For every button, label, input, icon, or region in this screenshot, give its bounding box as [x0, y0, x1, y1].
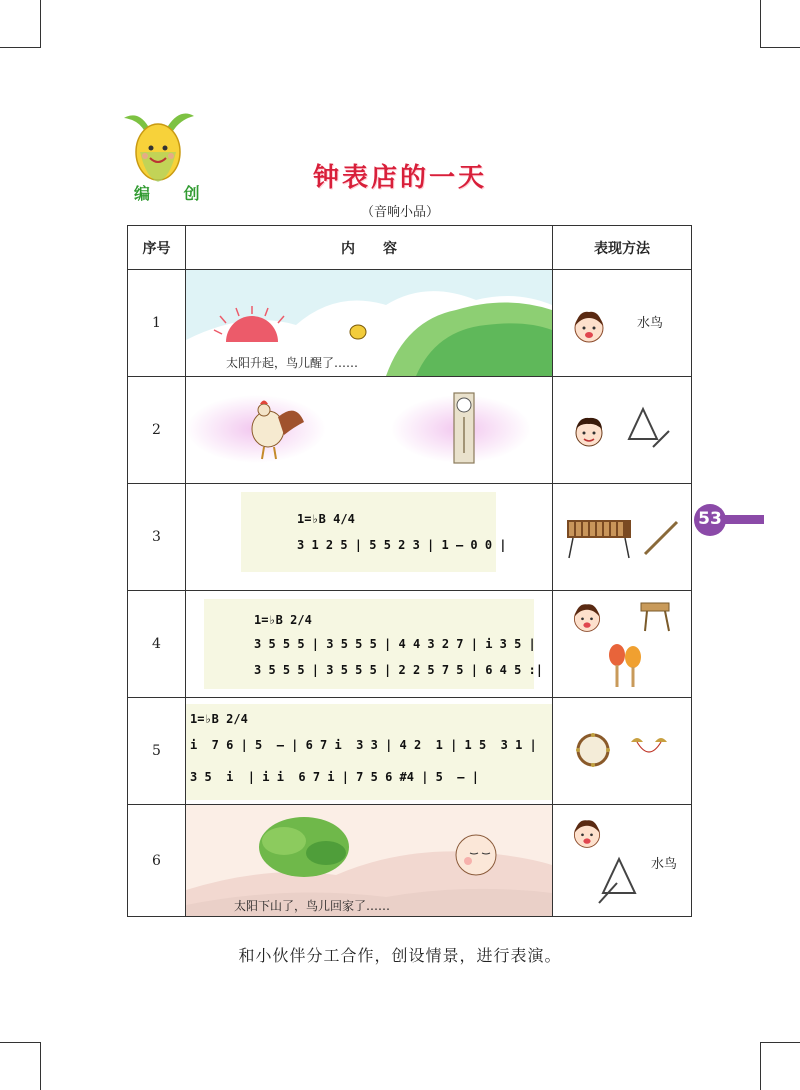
page-title: 钟表店的一天 — [312, 163, 487, 193]
row-content — [186, 484, 553, 591]
crop-mark — [760, 1042, 800, 1043]
footer-instruction: 和小伙伴分工合作，创设情景，进行表演。 — [238, 946, 562, 965]
row-method — [553, 805, 692, 917]
table-row — [128, 698, 692, 805]
finger-cymbals-icon — [627, 728, 671, 764]
method-text: 水鸟 — [637, 316, 664, 331]
crop-mark — [40, 1042, 41, 1090]
table-row — [128, 377, 692, 484]
flute-icon — [641, 518, 681, 558]
row-content — [186, 591, 553, 698]
section-label: 编 创 — [134, 184, 214, 203]
row-content — [186, 698, 553, 805]
score-line: 3 5 5 5 | 3 5 5 5 | 4 4 3 2 7 | i 3 5 | — [254, 637, 536, 651]
crop-mark — [0, 1042, 40, 1043]
row-content — [186, 377, 553, 484]
crop-mark — [760, 47, 800, 48]
girl-face-icon — [569, 306, 609, 346]
maracas-icon — [605, 641, 645, 691]
score-key: 1=♭B 2/4 — [190, 712, 248, 726]
row-caption: 太阳下山了，鸟儿回家了…… — [234, 899, 391, 913]
row-method — [553, 377, 692, 484]
table-row — [128, 591, 692, 698]
score-line: 3 1 2 5 | 5 5 2 3 | 1 – 0 0 | — [297, 538, 507, 552]
row-number: 1 — [128, 270, 186, 377]
performance-table — [127, 225, 692, 917]
score-line: 3 5 i | i i 6 7 i | 7 5 6 #4 | 5 – | — [190, 770, 479, 784]
method-text: 水鸟 — [651, 857, 678, 872]
header-method: 表现方法 — [553, 226, 692, 270]
crop-mark — [760, 1042, 761, 1090]
girl-face-icon — [569, 815, 605, 851]
score-box — [204, 599, 543, 689]
row-method — [553, 591, 692, 698]
row-content — [186, 270, 553, 377]
triangle-instrument-icon — [595, 853, 645, 907]
crop-mark — [0, 47, 40, 48]
row-number: 6 — [128, 805, 186, 917]
score-box — [241, 492, 507, 572]
score-line: 3 5 5 5 | 3 5 5 5 | 2 2 5 7 5 | 6 4 5 :| — [254, 663, 543, 677]
score-key: 1=♭B 4/4 — [297, 512, 355, 526]
header-content: 内 容 — [186, 226, 553, 270]
table-row — [128, 270, 692, 377]
row-number: 3 — [128, 484, 186, 591]
boy-face-icon — [569, 411, 609, 451]
crop-mark — [40, 0, 41, 48]
row-caption: 太阳升起，鸟儿醒了…… — [226, 356, 359, 370]
row-number: 5 — [128, 698, 186, 805]
page-number: 53 — [698, 509, 722, 529]
crop-mark — [760, 0, 761, 48]
row-content — [186, 805, 553, 917]
header-num: 序号 — [128, 226, 186, 270]
row-method — [553, 270, 692, 377]
row-method — [553, 698, 692, 805]
row-method — [553, 484, 692, 591]
page-subtitle: （音响小品） — [360, 205, 439, 220]
table-header-row — [128, 226, 692, 270]
rooster-and-clock-illustration — [186, 377, 552, 483]
triangle-instrument-icon — [623, 403, 673, 453]
row-number: 4 — [128, 591, 186, 698]
score-key: 1=♭B 2/4 — [254, 613, 312, 627]
xylophone-icon — [563, 514, 643, 562]
score-line: i 7 6 | 5 – | 6 7 i 3 3 | 4 2 1 | 1 5 3 1 | — [190, 738, 537, 752]
wood-clapper-icon — [635, 599, 675, 635]
table-row — [128, 805, 692, 917]
table-row — [128, 484, 692, 591]
row-number: 2 — [128, 377, 186, 484]
girl-face-icon — [569, 599, 605, 635]
tambourine-icon — [573, 730, 613, 770]
score-box — [186, 704, 552, 800]
